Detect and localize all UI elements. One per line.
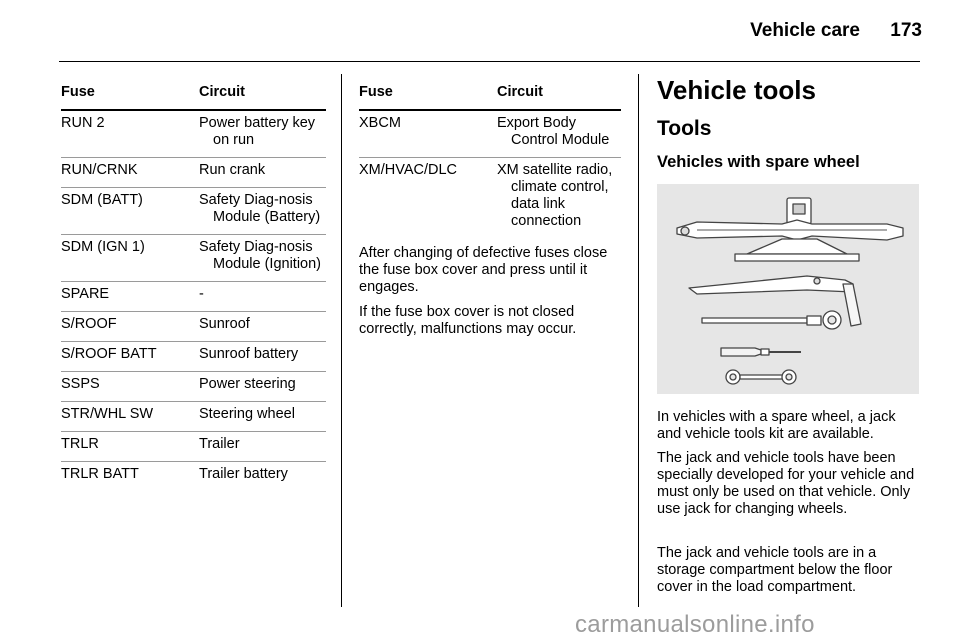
page-header-title: Vehicle care <box>750 20 860 41</box>
table-row <box>61 342 326 372</box>
table-row <box>61 235 326 282</box>
table-row <box>61 312 326 342</box>
fuse-cell: SDM (BATT) <box>61 188 199 235</box>
table-row <box>61 402 326 432</box>
section-heading: Vehicle tools <box>657 75 816 105</box>
circuit-cell: - <box>199 282 326 312</box>
circuit-column-header: Circuit <box>199 74 326 110</box>
table-row <box>359 110 621 158</box>
fuse-cell: SSPS <box>61 372 199 402</box>
watermark: carmanualsonline.info <box>575 611 815 638</box>
fuse-cell: TRLR <box>61 432 199 462</box>
circuit-cell: Safety Diag-nosis Module (Battery) <box>199 188 326 235</box>
sub-subsection-heading: Vehicles with spare wheel <box>657 153 860 171</box>
fuse-cell: STR/WHL SW <box>61 402 199 432</box>
fuse-column-header: Fuse <box>61 74 199 110</box>
table-row <box>61 110 326 158</box>
circuit-cell: Export Body Control Module <box>497 110 621 158</box>
malfunction-paragraph: If the fuse box cover is not closed correctly, malfunctions may occur. <box>359 304 577 337</box>
vehicle-tools-illustration <box>657 184 919 394</box>
header-rule <box>59 61 920 62</box>
circuit-cell: Trailer <box>199 432 326 462</box>
table-row <box>61 462 326 492</box>
fuse-cell: S/ROOF <box>61 312 199 342</box>
subsection-heading: Tools <box>657 117 712 140</box>
circuit-cell: Sunroof battery <box>199 342 326 372</box>
page-number: 173 <box>890 20 922 41</box>
circuit-cell: XM satellite radio, climate control, data link connection <box>497 162 613 229</box>
fuse-table-middle <box>359 74 621 238</box>
circuit-cell: Sunroof <box>199 312 326 342</box>
circuit-cell: Power steering <box>199 372 326 402</box>
column-divider-2 <box>638 74 639 607</box>
circuit-cell: Steering wheel <box>199 402 326 432</box>
spare-wheel-paragraph: In vehicles with a spare wheel, a jack and vehicle tools kit are available. <box>657 409 896 442</box>
fuse-cell: S/ROOF BATT <box>61 342 199 372</box>
tools-developed-paragraph: The jack and vehicle tools have been specially developed for your vehicle and must only be used on that vehicle. Only use jack for changing wheels. <box>657 450 915 517</box>
table-row <box>61 282 326 312</box>
table-header-row <box>359 74 621 110</box>
fuse-cell: SDM (IGN 1) <box>61 235 199 282</box>
circuit-cell: Safety Diag-nosis Module (Ignition) <box>199 235 326 282</box>
table-row <box>61 372 326 402</box>
fuse-cell: XM/HVAC/DLC <box>359 162 458 178</box>
storage-paragraph: The jack and vehicle tools are in a storage compartment below the floor cover in the load compartment. <box>657 545 893 595</box>
fuse-cell: RUN 2 <box>61 110 199 158</box>
fuse-cover-paragraph: After changing of defective fuses close the fuse box cover and press until it engages. <box>359 245 608 295</box>
fuse-cell: SPARE <box>61 282 199 312</box>
circuit-cell: Trailer battery <box>199 466 288 482</box>
table-row <box>359 158 621 239</box>
circuit-cell: Run crank <box>199 158 326 188</box>
fuse-table-left <box>61 74 326 491</box>
table-row <box>61 158 326 188</box>
column-divider-1 <box>341 74 342 607</box>
jack-and-tools-icon <box>657 184 919 394</box>
fuse-cell: TRLR BATT <box>61 466 139 482</box>
table-row <box>61 188 326 235</box>
fuse-cell: XBCM <box>359 110 497 158</box>
circuit-cell: Power battery key on run <box>199 110 326 158</box>
table-header-row <box>61 74 326 110</box>
fuse-column-header: Fuse <box>359 74 497 110</box>
circuit-column-header: Circuit <box>497 74 621 110</box>
table-row <box>61 432 326 462</box>
fuse-cell: RUN/CRNK <box>61 158 199 188</box>
